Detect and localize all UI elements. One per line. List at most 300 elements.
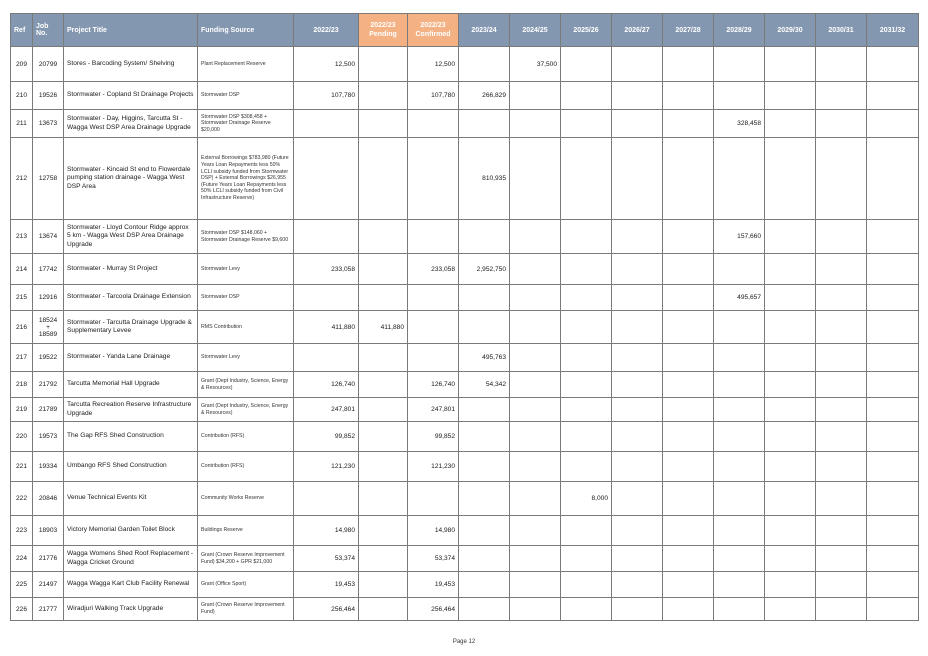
value-2022-23-pending (359, 546, 408, 572)
value-2030-31 (816, 422, 867, 452)
ref-cell: 221 (11, 452, 33, 482)
page-number: Page 12 (452, 639, 476, 645)
value-2031-32 (867, 422, 919, 452)
value-2025-26 (561, 138, 612, 220)
value-2025-26 (561, 82, 612, 110)
value-2027-28 (663, 452, 714, 482)
value-2024-25 (510, 285, 561, 311)
value-2030-31 (816, 82, 867, 110)
value-2023-24 (459, 546, 510, 572)
project-title-cell: Umbango RFS Shed Construction (64, 452, 198, 482)
value-2026-27 (612, 398, 663, 422)
value-2022-23-pending (359, 482, 408, 516)
value-2030-31 (816, 546, 867, 572)
value-2022-23: 12,500 (294, 47, 359, 82)
value-2026-27 (612, 452, 663, 482)
value-2022-23: 19,453 (294, 572, 359, 598)
job-no-cell: 21789 (33, 398, 64, 422)
ref-cell: 214 (11, 254, 33, 285)
value-2022-23-pending (359, 110, 408, 138)
header-project-title: Project Title (64, 14, 198, 47)
value-2030-31 (816, 482, 867, 516)
value-2025-26 (561, 372, 612, 398)
value-2023-24 (459, 572, 510, 598)
table-row (11, 546, 919, 572)
funding-source-cell: Grant (Dept Industry, Science, Energy & Resources) (198, 398, 294, 422)
table-row (11, 220, 919, 254)
value-2025-26 (561, 598, 612, 621)
value-2022-23: 247,801 (294, 398, 359, 422)
value-2022-23: 411,880 (294, 311, 359, 344)
value-2024-25 (510, 220, 561, 254)
value-2027-28 (663, 422, 714, 452)
value-2031-32 (867, 398, 919, 422)
value-2022-23: 121,230 (294, 452, 359, 482)
ref-cell: 212 (11, 138, 33, 220)
value-2026-27 (612, 110, 663, 138)
header-job-no: Job No. (33, 14, 64, 47)
value-2022-23: 233,058 (294, 254, 359, 285)
value-2022-23-pending (359, 422, 408, 452)
value-2022-23-confirmed: 19,453 (408, 572, 459, 598)
value-2023-24 (459, 482, 510, 516)
value-2023-24 (459, 452, 510, 482)
value-2022-23-confirmed (408, 344, 459, 372)
value-2028-29 (714, 572, 765, 598)
funding-source-cell: Contribution (RFS) (198, 422, 294, 452)
value-2027-28 (663, 344, 714, 372)
header-funding-source: Funding Source (198, 14, 294, 47)
value-2030-31 (816, 398, 867, 422)
value-2024-25 (510, 138, 561, 220)
value-2022-23-pending (359, 572, 408, 598)
value-2024-25: 37,500 (510, 47, 561, 82)
value-2028-29: 157,660 (714, 220, 765, 254)
value-2030-31 (816, 138, 867, 220)
value-2030-31 (816, 285, 867, 311)
value-2030-31 (816, 47, 867, 82)
value-2031-32 (867, 47, 919, 82)
project-title-cell: Stormwater - Yanda Lane Drainage (64, 344, 198, 372)
ref-cell: 223 (11, 516, 33, 546)
value-2031-32 (867, 452, 919, 482)
job-no-cell: 21497 (33, 572, 64, 598)
value-2030-31 (816, 516, 867, 546)
value-2028-29: 495,657 (714, 285, 765, 311)
value-2023-24: 266,829 (459, 82, 510, 110)
value-2029-30 (765, 82, 816, 110)
value-2029-30 (765, 285, 816, 311)
value-2028-29 (714, 398, 765, 422)
value-2028-29 (714, 598, 765, 621)
value-2026-27 (612, 311, 663, 344)
value-2029-30 (765, 598, 816, 621)
value-2031-32 (867, 138, 919, 220)
project-title-cell: Stormwater - Lloyd Contour Ridge approx 5 km - Wagga West DSP Area Drainage Upgrade (64, 220, 198, 254)
ref-cell: 218 (11, 372, 33, 398)
value-2023-24: 54,342 (459, 372, 510, 398)
value-2027-28 (663, 546, 714, 572)
header-2028-29: 2028/29 (714, 14, 765, 47)
value-2029-30 (765, 516, 816, 546)
header-ref: Ref (11, 14, 33, 47)
value-2026-27 (612, 285, 663, 311)
value-2026-27 (612, 47, 663, 82)
job-no-cell: 20799 (33, 47, 64, 82)
ref-cell: 211 (11, 110, 33, 138)
value-2022-23-confirmed: 126,740 (408, 372, 459, 398)
table-row (11, 138, 919, 220)
value-2022-23-confirmed: 256,464 (408, 598, 459, 621)
job-no-cell: 13674 (33, 220, 64, 254)
project-title-cell: The Gap RFS Shed Construction (64, 422, 198, 452)
header-2026-27: 2026/27 (612, 14, 663, 47)
project-title-cell: Wagga Wagga Kart Club Facility Renewal (64, 572, 198, 598)
value-2031-32 (867, 546, 919, 572)
job-no-cell: 12758 (33, 138, 64, 220)
value-2028-29 (714, 47, 765, 82)
value-2024-25 (510, 82, 561, 110)
funding-source-cell: Stormwater DSP $148,060 + Stormwater Drainage Reserve $9,600 (198, 220, 294, 254)
value-2025-26 (561, 110, 612, 138)
value-2029-30 (765, 452, 816, 482)
job-no-cell: 18903 (33, 516, 64, 546)
value-2028-29 (714, 82, 765, 110)
job-no-cell: 17742 (33, 254, 64, 285)
value-2025-26 (561, 452, 612, 482)
value-2029-30 (765, 110, 816, 138)
value-2022-23-pending (359, 452, 408, 482)
table-row (11, 311, 919, 344)
value-2022-23-confirmed (408, 285, 459, 311)
table-row (11, 516, 919, 546)
value-2028-29 (714, 138, 765, 220)
header-2025-26: 2025/26 (561, 14, 612, 47)
funding-source-cell: Contribution (RFS) (198, 452, 294, 482)
value-2022-23-confirmed: 99,852 (408, 422, 459, 452)
value-2022-23-confirmed (408, 220, 459, 254)
project-title-cell: Tarcutta Recreation Reserve Infrastructure Upgrade (64, 398, 198, 422)
ref-cell: 215 (11, 285, 33, 311)
value-2031-32 (867, 482, 919, 516)
value-2022-23: 53,374 (294, 546, 359, 572)
project-title-cell: Venue Technical Events Kit (64, 482, 198, 516)
table-row (11, 110, 919, 138)
value-2029-30 (765, 572, 816, 598)
funding-source-cell: Grant (Office Sport) (198, 572, 294, 598)
value-2024-25 (510, 516, 561, 546)
header-2031-32: 2031/32 (867, 14, 919, 47)
value-2031-32 (867, 220, 919, 254)
value-2027-28 (663, 372, 714, 398)
value-2026-27 (612, 220, 663, 254)
ref-cell: 222 (11, 482, 33, 516)
value-2022-23-pending (359, 138, 408, 220)
funding-source-cell: Stormwater Levy (198, 254, 294, 285)
value-2026-27 (612, 598, 663, 621)
project-title-cell: Tarcutta Memorial Hall Upgrade (64, 372, 198, 398)
table-row (11, 254, 919, 285)
ref-cell: 213 (11, 220, 33, 254)
job-no-cell: 19573 (33, 422, 64, 452)
capital-works-table (10, 13, 919, 621)
project-title-cell: Wiradjuri Walking Track Upgrade (64, 598, 198, 621)
ref-cell: 210 (11, 82, 33, 110)
value-2023-24 (459, 220, 510, 254)
value-2031-32 (867, 516, 919, 546)
value-2031-32 (867, 372, 919, 398)
value-2024-25 (510, 482, 561, 516)
value-2028-29 (714, 372, 765, 398)
value-2028-29 (714, 422, 765, 452)
value-2028-29 (714, 482, 765, 516)
table-row (11, 572, 919, 598)
value-2022-23-pending (359, 598, 408, 621)
value-2028-29 (714, 344, 765, 372)
value-2030-31 (816, 372, 867, 398)
value-2024-25 (510, 422, 561, 452)
value-2029-30 (765, 398, 816, 422)
value-2022-23-pending (359, 82, 408, 110)
header-2024-25: 2024/25 (510, 14, 561, 47)
funding-source-cell: External Borrowings $783,980 (Future Years Loan Repayments less 50% LCLI subsidy funded from Stormwater DSP) + External Borrowings $26,955 (Future Years Loan Repayments less 50% LCLI subsidy funded from Civil Infrastructure Reserve) (198, 138, 294, 220)
value-2030-31 (816, 220, 867, 254)
value-2024-25 (510, 572, 561, 598)
value-2025-26 (561, 422, 612, 452)
value-2026-27 (612, 138, 663, 220)
value-2022-23: 256,464 (294, 598, 359, 621)
header-2029-30: 2029/30 (765, 14, 816, 47)
header-row (11, 14, 919, 47)
job-no-cell: 21776 (33, 546, 64, 572)
value-2030-31 (816, 254, 867, 285)
header-2022-23-pending: 2022/23 Pending (359, 14, 408, 47)
value-2030-31 (816, 110, 867, 138)
job-no-cell: 19522 (33, 344, 64, 372)
value-2023-24 (459, 311, 510, 344)
value-2022-23-confirmed: 12,500 (408, 47, 459, 82)
value-2023-24 (459, 516, 510, 546)
ref-cell: 220 (11, 422, 33, 452)
value-2022-23 (294, 285, 359, 311)
value-2027-28 (663, 110, 714, 138)
table-body (11, 47, 919, 621)
project-title-cell: Stores - Barcoding System/ Shelving (64, 47, 198, 82)
value-2030-31 (816, 344, 867, 372)
value-2028-29 (714, 546, 765, 572)
value-2022-23-pending (359, 398, 408, 422)
value-2022-23-pending (359, 285, 408, 311)
value-2022-23 (294, 220, 359, 254)
value-2031-32 (867, 572, 919, 598)
funding-source-cell: Stormwater DSP $308,458 + Stormwater Drainage Reserve $20,000 (198, 110, 294, 138)
value-2024-25 (510, 110, 561, 138)
value-2022-23-confirmed (408, 138, 459, 220)
value-2025-26 (561, 344, 612, 372)
value-2031-32 (867, 82, 919, 110)
value-2029-30 (765, 422, 816, 452)
value-2029-30 (765, 47, 816, 82)
value-2022-23 (294, 110, 359, 138)
project-title-cell: Stormwater - Copland St Drainage Projects (64, 82, 198, 110)
value-2026-27 (612, 572, 663, 598)
header-2022-23-confirmed: 2022/23 Confirmed (408, 14, 459, 47)
value-2025-26 (561, 220, 612, 254)
value-2023-24: 2,952,750 (459, 254, 510, 285)
ref-cell: 225 (11, 572, 33, 598)
value-2022-23: 99,852 (294, 422, 359, 452)
value-2029-30 (765, 344, 816, 372)
value-2025-26: 8,000 (561, 482, 612, 516)
value-2026-27 (612, 82, 663, 110)
value-2024-25 (510, 452, 561, 482)
value-2024-25 (510, 254, 561, 285)
value-2026-27 (612, 372, 663, 398)
value-2027-28 (663, 285, 714, 311)
table-row (11, 82, 919, 110)
table-row (11, 482, 919, 516)
ref-cell: 226 (11, 598, 33, 621)
value-2025-26 (561, 47, 612, 82)
value-2027-28 (663, 82, 714, 110)
value-2029-30 (765, 254, 816, 285)
job-no-cell: 20846 (33, 482, 64, 516)
value-2028-29 (714, 516, 765, 546)
value-2025-26 (561, 285, 612, 311)
ref-cell: 217 (11, 344, 33, 372)
job-no-cell: 21792 (33, 372, 64, 398)
value-2026-27 (612, 344, 663, 372)
table-row (11, 372, 919, 398)
job-no-cell: 21777 (33, 598, 64, 621)
ref-cell: 224 (11, 546, 33, 572)
value-2030-31 (816, 311, 867, 344)
value-2022-23-confirmed (408, 311, 459, 344)
value-2027-28 (663, 516, 714, 546)
value-2028-29: 328,458 (714, 110, 765, 138)
value-2023-24: 495,763 (459, 344, 510, 372)
value-2023-24 (459, 598, 510, 621)
value-2024-25 (510, 372, 561, 398)
value-2030-31 (816, 452, 867, 482)
value-2026-27 (612, 254, 663, 285)
value-2027-28 (663, 254, 714, 285)
ref-cell: 209 (11, 47, 33, 82)
value-2026-27 (612, 482, 663, 516)
value-2027-28 (663, 598, 714, 621)
value-2022-23-confirmed: 107,780 (408, 82, 459, 110)
value-2031-32 (867, 344, 919, 372)
funding-source-cell: Community Works Reserve (198, 482, 294, 516)
value-2031-32 (867, 285, 919, 311)
value-2028-29 (714, 254, 765, 285)
value-2030-31 (816, 572, 867, 598)
project-title-cell: Victory Memorial Garden Toilet Block (64, 516, 198, 546)
value-2023-24 (459, 398, 510, 422)
value-2029-30 (765, 311, 816, 344)
value-2022-23-confirmed: 121,230 (408, 452, 459, 482)
ref-cell: 216 (11, 311, 33, 344)
table-row (11, 598, 919, 621)
funding-source-cell: Stormwater Levy (198, 344, 294, 372)
value-2022-23-pending (359, 516, 408, 546)
value-2025-26 (561, 398, 612, 422)
table-row (11, 452, 919, 482)
value-2022-23: 14,980 (294, 516, 359, 546)
value-2022-23-pending (359, 372, 408, 398)
ref-cell: 219 (11, 398, 33, 422)
value-2026-27 (612, 516, 663, 546)
project-title-cell: Stormwater - Murray St Project (64, 254, 198, 285)
project-title-cell: Stormwater - Day, Higgins, Tarcutta St - Wagga West DSP Area Drainage Upgrade (64, 110, 198, 138)
value-2029-30 (765, 220, 816, 254)
value-2027-28 (663, 138, 714, 220)
header-2023-24: 2023/24 (459, 14, 510, 47)
project-title-cell: Wagga Womens Shed Roof Replacement - Wagga Cricket Ground (64, 546, 198, 572)
funding-source-cell: Plant Replacement Reserve (198, 47, 294, 82)
value-2024-25 (510, 398, 561, 422)
value-2027-28 (663, 47, 714, 82)
project-title-cell: Stormwater - Kincaid St end to Flowerdale pumping station drainage - Wagga West DSP Area (64, 138, 198, 220)
value-2027-28 (663, 572, 714, 598)
header-2030-31: 2030/31 (816, 14, 867, 47)
value-2029-30 (765, 546, 816, 572)
funding-source-cell: Grant (Dept Industry, Science, Energy & Resources) (198, 372, 294, 398)
value-2026-27 (612, 422, 663, 452)
project-title-cell: Stormwater - Tarcoola Drainage Extension (64, 285, 198, 311)
value-2023-24 (459, 47, 510, 82)
funding-source-cell: Grant (Crown Reserve Improvement Fund) $34,200 + GPR $21,000 (198, 546, 294, 572)
job-no-cell: 13673 (33, 110, 64, 138)
value-2022-23-confirmed: 14,980 (408, 516, 459, 546)
job-no-cell: 18524 + 18589 (33, 311, 64, 344)
value-2023-24 (459, 285, 510, 311)
value-2028-29 (714, 452, 765, 482)
value-2023-24: 810,935 (459, 138, 510, 220)
value-2031-32 (867, 598, 919, 621)
value-2022-23 (294, 138, 359, 220)
value-2022-23-confirmed (408, 482, 459, 516)
value-2022-23-confirmed: 247,801 (408, 398, 459, 422)
value-2028-29 (714, 311, 765, 344)
header-2027-28: 2027/28 (663, 14, 714, 47)
value-2027-28 (663, 220, 714, 254)
value-2022-23-pending (359, 47, 408, 82)
value-2031-32 (867, 311, 919, 344)
value-2031-32 (867, 110, 919, 138)
value-2025-26 (561, 516, 612, 546)
project-title-cell: Stormwater - Tarcutta Drainage Upgrade & Supplementary Levee (64, 311, 198, 344)
value-2024-25 (510, 344, 561, 372)
funding-source-cell: Grant (Crown Reserve Improvement Fund) (198, 598, 294, 621)
table-row (11, 285, 919, 311)
value-2022-23-pending (359, 254, 408, 285)
value-2029-30 (765, 372, 816, 398)
value-2025-26 (561, 572, 612, 598)
value-2030-31 (816, 598, 867, 621)
value-2025-26 (561, 546, 612, 572)
value-2024-25 (510, 598, 561, 621)
value-2023-24 (459, 110, 510, 138)
value-2027-28 (663, 482, 714, 516)
value-2022-23-confirmed: 233,058 (408, 254, 459, 285)
value-2023-24 (459, 422, 510, 452)
value-2025-26 (561, 311, 612, 344)
value-2024-25 (510, 311, 561, 344)
header-2022-23: 2022/23 (294, 14, 359, 47)
value-2022-23-confirmed (408, 110, 459, 138)
value-2029-30 (765, 482, 816, 516)
